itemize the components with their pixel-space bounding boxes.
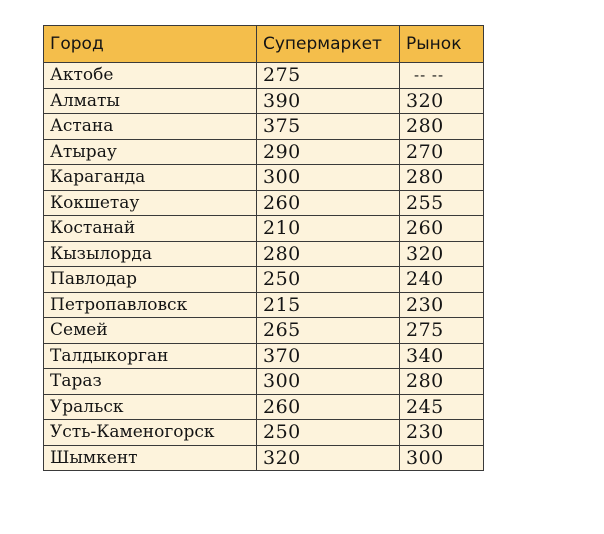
table-row: [44, 114, 484, 140]
cell-market: 230: [400, 420, 484, 446]
table-row: [44, 88, 484, 114]
cell-city: Талдыкорган: [44, 343, 257, 369]
cell-market: 245: [400, 394, 484, 420]
table-body: [44, 63, 484, 471]
cell-city: Актобе: [44, 63, 257, 89]
cell-city: Караганда: [44, 165, 257, 191]
cell-supermarket: 280: [257, 241, 400, 267]
cell-market: -- --: [400, 63, 484, 89]
table-row: [44, 63, 484, 89]
cell-market: 255: [400, 190, 484, 216]
cell-supermarket: 370: [257, 343, 400, 369]
price-table: [43, 25, 484, 471]
cell-supermarket: 390: [257, 88, 400, 114]
table-row: [44, 394, 484, 420]
cell-market: 270: [400, 139, 484, 165]
cell-market: 275: [400, 318, 484, 344]
cell-market: 240: [400, 267, 484, 293]
cell-city: Усть-Каменогорск: [44, 420, 257, 446]
cell-city: Павлодар: [44, 267, 257, 293]
cell-supermarket: 250: [257, 267, 400, 293]
header-city: Город: [44, 26, 257, 63]
cell-market: 280: [400, 114, 484, 140]
table-row: [44, 292, 484, 318]
cell-market: 280: [400, 369, 484, 395]
cell-supermarket: 320: [257, 445, 400, 471]
cell-city: Алматы: [44, 88, 257, 114]
cell-market: 260: [400, 216, 484, 242]
cell-city: Тараз: [44, 369, 257, 395]
cell-supermarket: 275: [257, 63, 400, 89]
cell-market: 320: [400, 88, 484, 114]
header-row: [44, 26, 484, 63]
cell-market: 230: [400, 292, 484, 318]
cell-city: Кокшетау: [44, 190, 257, 216]
table-row: [44, 190, 484, 216]
table-row: [44, 420, 484, 446]
cell-supermarket: 260: [257, 190, 400, 216]
cell-city: Шымкент: [44, 445, 257, 471]
table-row: [44, 241, 484, 267]
cell-city: Атырау: [44, 139, 257, 165]
cell-city: Кызылорда: [44, 241, 257, 267]
cell-city: Костанай: [44, 216, 257, 242]
cell-supermarket: 215: [257, 292, 400, 318]
table-row: [44, 369, 484, 395]
header-market: Рынок: [400, 26, 484, 63]
table-row: [44, 343, 484, 369]
cell-supermarket: 290: [257, 139, 400, 165]
table-header: [44, 26, 484, 63]
table-row: [44, 139, 484, 165]
cell-supermarket: 260: [257, 394, 400, 420]
cell-city: Астана: [44, 114, 257, 140]
cell-city: Семей: [44, 318, 257, 344]
table-row: [44, 267, 484, 293]
cell-supermarket: 300: [257, 165, 400, 191]
cell-supermarket: 250: [257, 420, 400, 446]
cell-market: 280: [400, 165, 484, 191]
cell-market: 300: [400, 445, 484, 471]
table-row: [44, 318, 484, 344]
table-row: [44, 216, 484, 242]
cell-city: Уральск: [44, 394, 257, 420]
cell-market: 340: [400, 343, 484, 369]
cell-market: 320: [400, 241, 484, 267]
cell-supermarket: 210: [257, 216, 400, 242]
cell-supermarket: 300: [257, 369, 400, 395]
cell-supermarket: 375: [257, 114, 400, 140]
table-row: [44, 165, 484, 191]
cell-city: Петропавловск: [44, 292, 257, 318]
table-row: [44, 445, 484, 471]
cell-supermarket: 265: [257, 318, 400, 344]
header-supermarket: Супермаркет: [257, 26, 400, 63]
